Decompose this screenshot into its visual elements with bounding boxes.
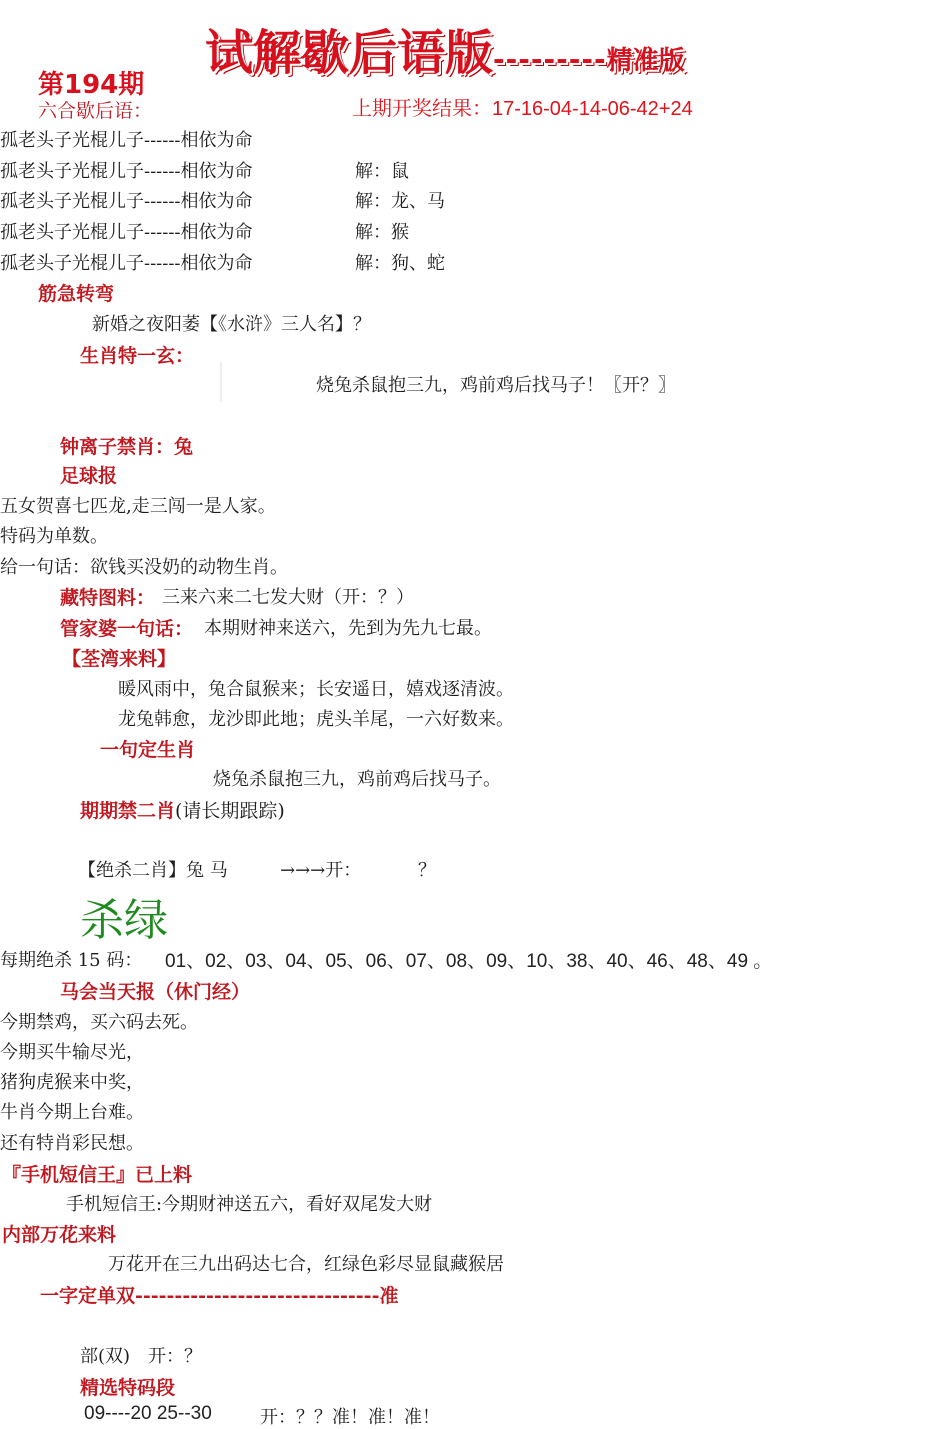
jingxuan-label: 精选特码段: [80, 1377, 176, 1399]
qiqi-label-text: 期期禁二肖: [80, 800, 176, 822]
cangte-text: 三来六来二七发大财（开：？）: [162, 587, 414, 608]
liuhe-line-3: 孤老头子光棍儿子------相依为命: [0, 191, 253, 212]
title-text: 试解歇后语版: [205, 25, 494, 81]
quanwan-line-2: 龙兔韩愈，龙沙即此地；虎头羊尾，一六好数来。: [118, 709, 514, 730]
jinji-label: 筋急转弯: [38, 283, 115, 305]
quanwan-line-1: 暖风雨中，兔合鼠猴来；长安遥日，嬉戏逐清波。: [118, 679, 514, 700]
last-result: 上期开奖结果：17-16-04-14-06-42+24: [352, 98, 693, 120]
shengxiao-text: 烧兔杀鼠抱三九，鸡前鸡后找马子！〖开？〗: [316, 375, 676, 396]
yizi-label: 一字定单双-------------------------------准: [40, 1285, 399, 1307]
liuhe-answer-5: 解：狗、蛇: [355, 253, 445, 274]
neibu-label: 内部万花来料: [2, 1224, 117, 1246]
liuhe-line-4: 孤老头子光棍儿子------相依为命: [0, 222, 253, 243]
zuqiu-line-3: 给一句话：欲钱买没奶的动物生肖。: [0, 557, 288, 578]
juesha-question: ？: [418, 860, 436, 881]
liuhe-line-5: 孤老头子光棍儿子------相依为命: [0, 253, 253, 274]
meiqi-label: 每期绝杀 15 码：: [0, 950, 143, 971]
shouji-label: 『手机短信王』已上料: [2, 1164, 193, 1186]
neibu-text: 万花开在三九出码达七合，红绿色彩尽显鼠藏猴居: [108, 1254, 504, 1275]
jingxuan-codes: 09----20 25--30: [84, 1403, 212, 1424]
title-dashes: ---------: [493, 43, 607, 76]
mahui-line-3: 猪狗虎猴来中奖，: [0, 1072, 144, 1093]
mahui-line-5: 还有特肖彩民想。: [0, 1133, 144, 1154]
quanwan-label: 【荃湾来料】: [62, 648, 177, 670]
yizi-text: 部(双) 开：？: [80, 1346, 203, 1367]
title-tag: 精准版: [606, 46, 685, 76]
mahui-line-4: 牛肖今期上台难。: [0, 1102, 144, 1123]
shouji-text: 手机短信王:今期财神送五六，看好双尾发大财: [66, 1194, 433, 1215]
liuhe-label: 六合歇后语：: [38, 100, 153, 122]
liuhe-line-1: 孤老头子光棍儿子------相依为命: [0, 130, 253, 151]
jingxuan-result: 开：？？准！准！准！: [260, 1407, 440, 1428]
liuhe-line-2: 孤老头子光棍儿子------相依为命: [0, 161, 253, 182]
zuqiu-line-2: 特码为单数。: [0, 526, 108, 547]
mahui-line-1: 今期禁鸡，买六码去死。: [0, 1012, 198, 1033]
yiju-label: 一句定生肖: [100, 739, 196, 761]
divider: [220, 362, 222, 402]
qiqi-note: (请长期跟踪): [175, 800, 285, 822]
liuhe-answer-4: 解：猴: [355, 222, 409, 243]
zuqiu-line-1: 五女贺喜七匹龙,走三闯一是人家。: [0, 496, 276, 517]
page-title: [205, 14, 685, 83]
zhongli-text: 钟离子禁肖：兔: [60, 436, 194, 458]
qiqi-label: [80, 796, 285, 823]
liuhe-answer-2: 解：鼠: [355, 161, 409, 182]
zuqiu-label: 足球报: [60, 465, 118, 487]
guanjia-label: 管家婆一句话：: [60, 618, 194, 640]
shalv-heading: 杀绿: [80, 895, 168, 946]
mahui-line-2: 今期买牛输尽光，: [0, 1042, 144, 1063]
juesha-text: 【绝杀二肖】兔 马: [78, 860, 228, 881]
jinji-text: 新婚之夜阳萎【《水浒》三人名】？: [92, 314, 371, 335]
mahui-label: 马会当天报（休门经）: [60, 981, 251, 1003]
guanjia-text: 本期财神来送六，先到为先九七最。: [204, 618, 492, 639]
yiju-text: 烧兔杀鼠抱三九，鸡前鸡后找马子。: [213, 769, 501, 790]
juesha-arrows: →→→开：: [280, 860, 362, 881]
shengxiao-label: 生肖特一玄：: [80, 345, 195, 367]
issue-number: 第194期: [38, 70, 145, 100]
meiqi-codes: 01、02、03、04、05、06、07、08、09、10、38、40、46、48、49 。: [165, 951, 773, 972]
liuhe-answer-3: 解：龙、马: [355, 191, 445, 212]
cangte-label: 藏特图料：: [60, 587, 156, 609]
